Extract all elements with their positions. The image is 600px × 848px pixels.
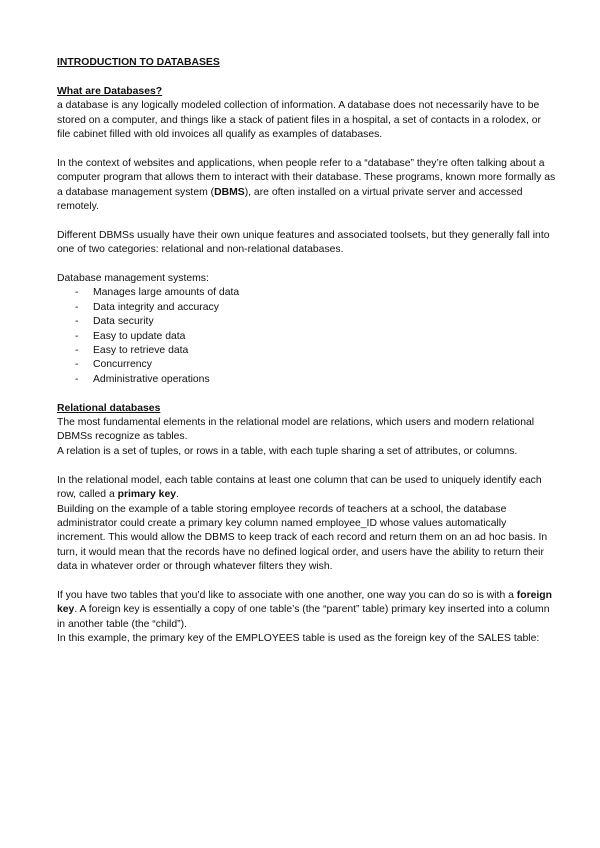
paragraph-primary-key xyxy=(57,474,557,503)
dbms-features-list xyxy=(57,286,557,387)
list-item: - Concurrency xyxy=(57,358,557,372)
list-item: - Data security xyxy=(57,315,557,329)
bold-term-foreign-key: foreign key xyxy=(57,589,552,616)
list-item: - Administrative operations xyxy=(57,373,557,387)
section-heading-what-are-databases: What are Databases? xyxy=(57,85,163,97)
paragraph-tuples: A relation is a set of tuples, or rows in a table, with each tuple sharing a set of attributes, or columns. xyxy=(57,445,518,457)
list-item: - Easy to update data xyxy=(57,330,557,344)
text-span: . A foreign key is essentially a copy of one table’s (the “parent” table) primary key inserted into a column in another table (the “child”). xyxy=(57,604,550,630)
text-span: . xyxy=(176,489,179,501)
paragraph-employee-example: Building on the example of a table storing employee records of teachers at a school, the database administrator could create a primary key column named employee_ID whose values automatically increment. This would allow the DBMS to keep track of each record and return them on an ad hoc basis. In turn, it would mean that the records have no defined logical order, and users have the ability to return their data in whatever order or through whatever filters they wish. xyxy=(57,503,548,573)
text-span: If you have two tables that you’d like to associate with one another, one way you can do so is with a xyxy=(57,589,517,601)
text-span: In the context of websites and applications, when people refer to a “database” they’re often talking about a computer program that allows them to interact with their database. These programs, known more formally as a database management system ( xyxy=(57,157,556,198)
document-page xyxy=(57,56,557,647)
document-title: INTRODUCTION TO DATABASES xyxy=(57,57,220,68)
bold-term-dbms: DBMS xyxy=(214,186,245,198)
list-item: - Data integrity and accuracy xyxy=(57,301,557,315)
paragraph-foreign-key xyxy=(57,589,557,632)
bold-term-primary-key: primary key xyxy=(117,489,176,501)
paragraph-sales-example: In this example, the primary key of the EMPLOYEES table is used as the foreign key of the SALES table: xyxy=(57,633,540,645)
paragraph-relations: The most fundamental elements in the relational model are relations, which users and modern relational DBMSs recognize as tables. xyxy=(57,417,535,443)
list-intro: Database management systems: xyxy=(57,273,209,285)
paragraph-dbms-categories: Different DBMSs usually have their own unique features and associated toolsets, but they generally fall into one of two categories: relational and non-relational databases. xyxy=(57,229,550,256)
paragraph-database-definition: a database is any logically modeled collection of information. A database does not necessarily have to be stored on a computer, and things like a stack of patient files in a hospital, a set of contacts in a rolodex, or file cabinet filled with old invoices all qualify as examples of databases. xyxy=(57,100,542,141)
text-span: ), are often installed on a virtual private server and accessed remotely. xyxy=(57,186,523,213)
list-item: - Manages large amounts of data xyxy=(57,286,557,300)
list-item: - Easy to retrieve data xyxy=(57,344,557,358)
text-span: In the relational model, each table contains at least one column that can be used to uniquely identify each row, called a xyxy=(57,474,542,501)
section-heading-relational-databases: Relational databases xyxy=(57,402,161,414)
paragraph-dbms-context xyxy=(57,157,557,215)
